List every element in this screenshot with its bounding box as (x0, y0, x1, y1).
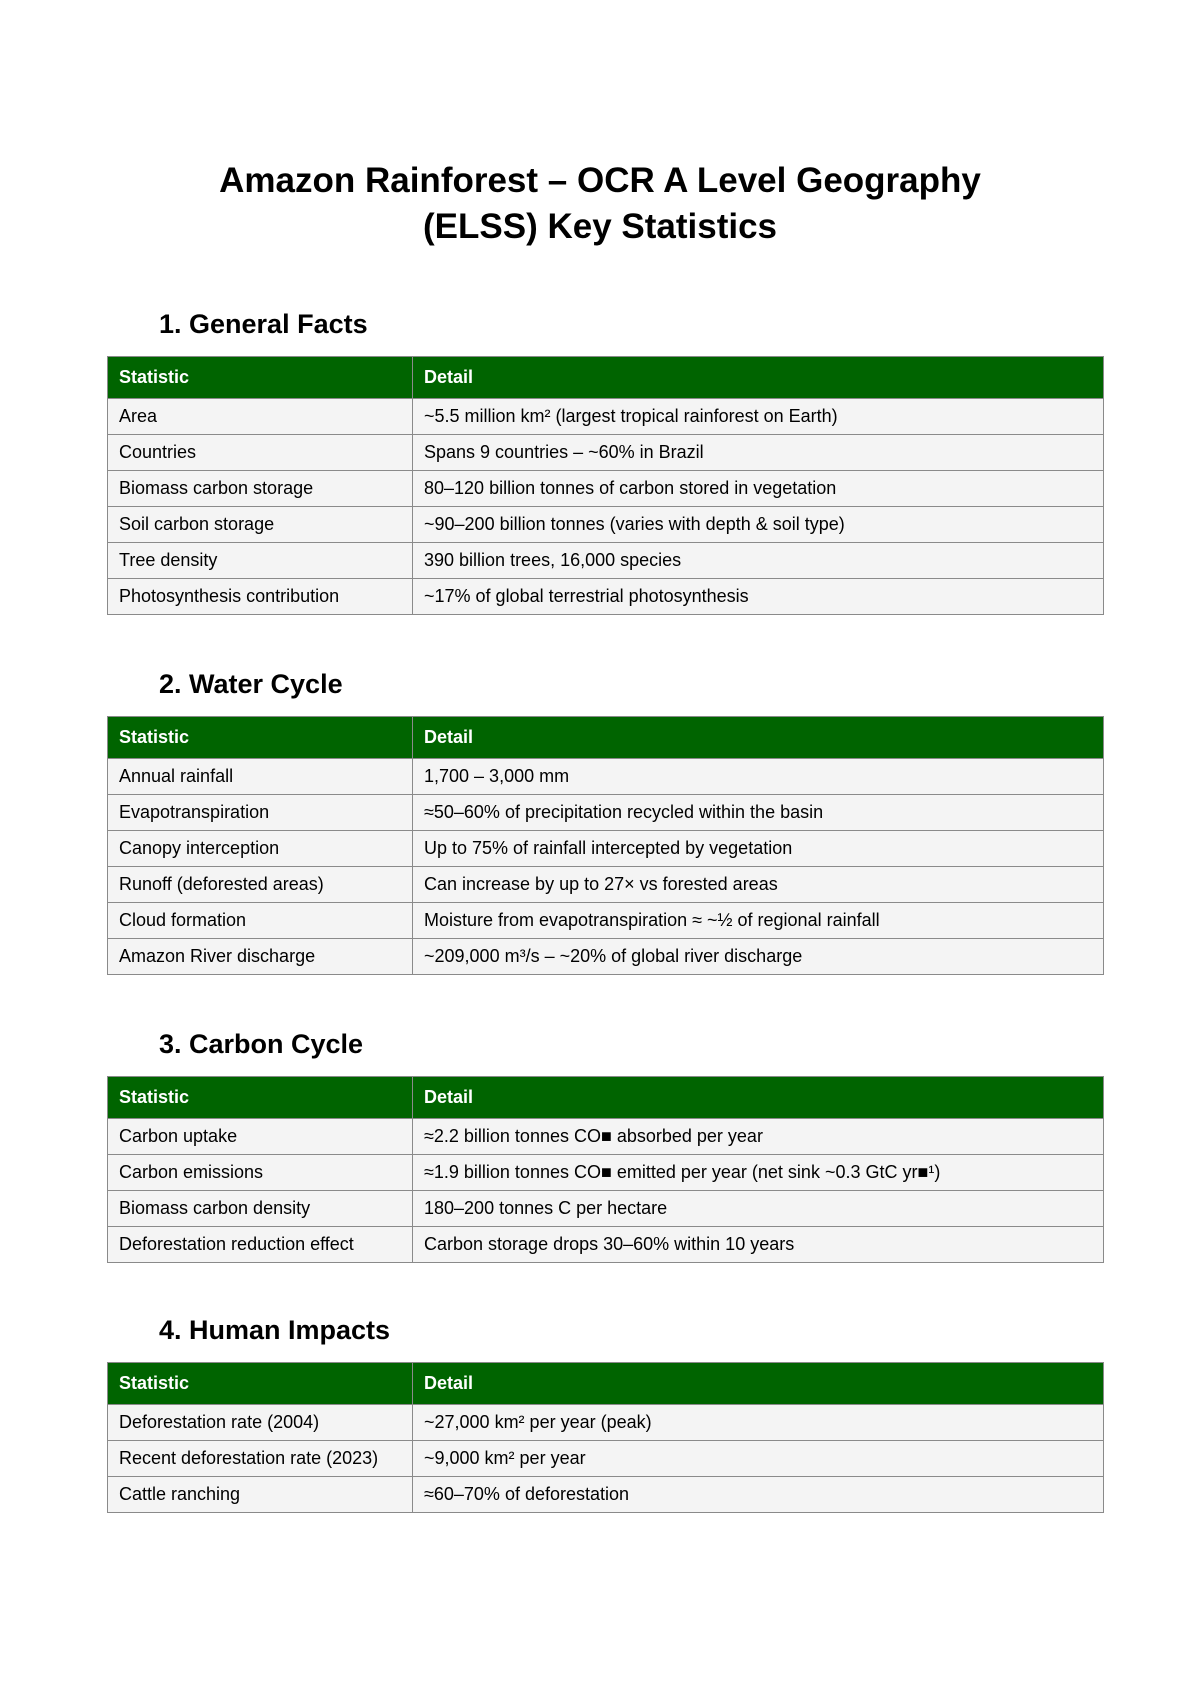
statistic-cell: Deforestation reduction effect (108, 1227, 413, 1263)
column-header-detail: Detail (413, 1363, 1104, 1405)
statistic-cell: Deforestation rate (2004) (108, 1405, 413, 1441)
column-header-statistic: Statistic (108, 717, 413, 759)
table-row (108, 759, 1104, 795)
table-row (108, 399, 1104, 435)
table-row (108, 435, 1104, 471)
detail-cell: ~17% of global terrestrial photosynthesis (413, 579, 1104, 615)
section-human-impacts (107, 1313, 1103, 1504)
table-row (108, 939, 1104, 975)
section-general-facts (107, 307, 1103, 606)
statistic-cell: Area (108, 399, 413, 435)
statistic-cell: Cattle ranching (108, 1477, 413, 1513)
statistic-cell: Carbon emissions (108, 1155, 413, 1191)
detail-cell: ~5.5 million km² (largest tropical rainforest on Earth) (413, 399, 1104, 435)
statistic-cell: Soil carbon storage (108, 507, 413, 543)
statistic-cell: Runoff (deforested areas) (108, 867, 413, 903)
detail-cell: ~27,000 km² per year (peak) (413, 1405, 1104, 1441)
table-header-row (108, 717, 1104, 759)
document-title (0, 158, 1200, 250)
table-row (108, 543, 1104, 579)
table-row (108, 831, 1104, 867)
detail-cell: Spans 9 countries – ~60% in Brazil (413, 435, 1104, 471)
table-row (108, 1155, 1104, 1191)
column-header-detail: Detail (413, 717, 1104, 759)
detail-cell: Can increase by up to 27× vs forested areas (413, 867, 1104, 903)
detail-cell: 390 billion trees, 16,000 species (413, 543, 1104, 579)
statistic-cell: Canopy interception (108, 831, 413, 867)
statistic-cell: Countries (108, 435, 413, 471)
column-header-detail: Detail (413, 1077, 1104, 1119)
detail-cell: ~9,000 km² per year (413, 1441, 1104, 1477)
column-header-statistic: Statistic (108, 357, 413, 399)
statistic-cell: Carbon uptake (108, 1119, 413, 1155)
detail-cell: Moisture from evapotranspiration ≈ ~½ of regional rainfall (413, 903, 1104, 939)
table-row (108, 507, 1104, 543)
statistic-cell: Photosynthesis contribution (108, 579, 413, 615)
table-header-row (108, 1077, 1104, 1119)
table-header-row (108, 357, 1104, 399)
statistic-cell: Biomass carbon storage (108, 471, 413, 507)
detail-cell: 80–120 billion tonnes of carbon stored in vegetation (413, 471, 1104, 507)
stats-table (107, 356, 1104, 615)
section-heading: 3. Carbon Cycle (159, 1029, 364, 1059)
detail-cell: ~90–200 billion tonnes (varies with depth & soil type) (413, 507, 1104, 543)
table-row (108, 471, 1104, 507)
detail-cell: ≈1.9 billion tonnes CO■ emitted per year (net sink ~0.3 GtC yr■¹) (413, 1155, 1104, 1191)
detail-cell: ≈2.2 billion tonnes CO■ absorbed per year (413, 1119, 1104, 1155)
statistic-cell: Recent deforestation rate (2023) (108, 1441, 413, 1477)
statistic-cell: Amazon River discharge (108, 939, 413, 975)
section-heading: 4. Human Impacts (159, 1315, 391, 1345)
column-header-detail: Detail (413, 357, 1104, 399)
statistic-cell: Annual rainfall (108, 759, 413, 795)
table-row (108, 1441, 1104, 1477)
table-row (108, 867, 1104, 903)
column-header-statistic: Statistic (108, 1363, 413, 1405)
table-row (108, 1405, 1104, 1441)
stats-table (107, 1362, 1104, 1513)
document-title-line-1: Amazon Rainforest – OCR A Level Geography (219, 161, 981, 200)
document-title-line-2: (ELSS) Key Statistics (423, 207, 777, 246)
statistic-cell: Evapotranspiration (108, 795, 413, 831)
statistic-cell: Cloud formation (108, 903, 413, 939)
detail-cell: ~209,000 m³/s – ~20% of global river discharge (413, 939, 1104, 975)
stats-table (107, 716, 1104, 975)
statistic-cell: Tree density (108, 543, 413, 579)
table-row (108, 1191, 1104, 1227)
section-carbon-cycle (107, 1027, 1103, 1254)
table-row (108, 1477, 1104, 1513)
table-row (108, 903, 1104, 939)
detail-cell: Carbon storage drops 30–60% within 10 years (413, 1227, 1104, 1263)
detail-cell: ≈50–60% of precipitation recycled within the basin (413, 795, 1104, 831)
detail-cell: Up to 75% of rainfall intercepted by vegetation (413, 831, 1104, 867)
section-heading: 1. General Facts (159, 309, 368, 339)
detail-cell: 180–200 tonnes C per hectare (413, 1191, 1104, 1227)
detail-cell: ≈60–70% of deforestation (413, 1477, 1104, 1513)
statistic-cell: Biomass carbon density (108, 1191, 413, 1227)
detail-cell: 1,700 – 3,000 mm (413, 759, 1104, 795)
table-header-row (108, 1363, 1104, 1405)
stats-table (107, 1076, 1104, 1263)
table-row (108, 579, 1104, 615)
table-row (108, 1119, 1104, 1155)
section-heading: 2. Water Cycle (159, 669, 343, 699)
table-row (108, 1227, 1104, 1263)
table-row (108, 795, 1104, 831)
column-header-statistic: Statistic (108, 1077, 413, 1119)
section-water-cycle (107, 667, 1103, 966)
